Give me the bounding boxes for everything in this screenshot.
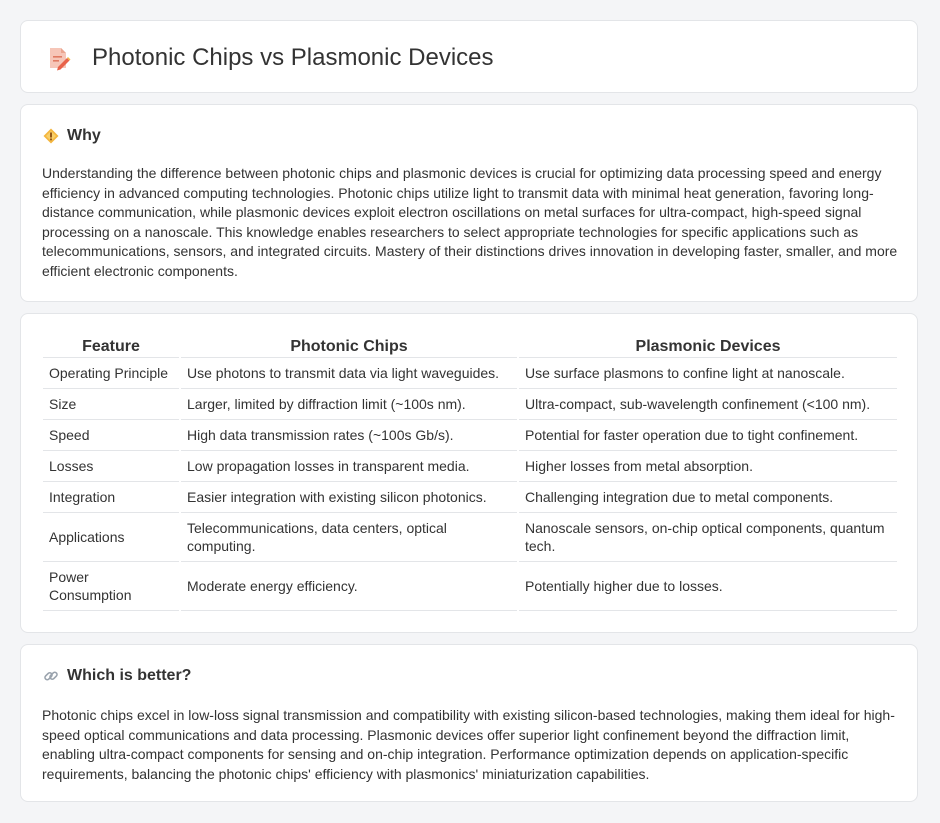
row-photonic: Easier integration with existing silicon photonics. [181,482,517,513]
link-icon [43,668,59,684]
why-card [20,104,918,302]
column-header-feature: Feature [43,334,179,358]
column-header-photonic: Photonic Chips [181,334,517,358]
row-plasmonic: Potentially higher due to losses. [519,562,897,611]
table-row [43,358,897,389]
row-photonic: Use photons to transmit data via light waveguides. [181,358,517,389]
row-photonic: High data transmission rates (~100s Gb/s). [181,420,517,451]
table-row [43,562,897,611]
row-plasmonic: Higher losses from metal absorption. [519,451,897,482]
row-plasmonic: Challenging integration due to metal components. [519,482,897,513]
diamond-warning-icon [43,128,59,144]
table-header-row [43,334,897,358]
why-title: Why [67,127,101,144]
better-text: Photonic chips excel in low-loss signal transmission and compatibility with existing silicon-based technologies, making them ideal for high-speed optical communications and data processing. Plasmonic devices offer superior light confinement beyond the diffraction limit, enabling ultra-compact components for sensing and on-chip integration. Performance optimization depends on application-specific requirements, balancing the photonic chips' efficiency with plasmonics' miniaturization capabilities. [42,707,895,782]
document-edit-icon [45,45,71,71]
column-header-plasmonic: Plasmonic Devices [519,334,897,358]
row-feature: Integration [43,482,179,513]
row-feature: Losses [43,451,179,482]
better-title: Which is better? [67,667,192,684]
comparison-table [41,334,899,611]
row-photonic: Telecommunications, data centers, optical computing. [181,513,517,562]
header-card [20,20,918,93]
row-feature: Operating Principle [43,358,179,389]
table-row [43,389,897,420]
row-plasmonic: Use surface plasmons to confine light at nanoscale. [519,358,897,389]
row-photonic: Larger, limited by diffraction limit (~100s nm). [181,389,517,420]
row-plasmonic: Potential for faster operation due to tight confinement. [519,420,897,451]
which-is-better-card [20,644,918,802]
why-text: Understanding the difference between photonic chips and plasmonic devices is crucial for optimizing data processing speed and energy efficiency in advanced computing technologies. Photonic chips utilize light to transmit data with minimal heat generation, favoring long-distance communication, while plasmonic devices exploit electron oscillations on metal surfaces for ultra-compact, high-speed signal processing on a nanoscale. This knowledge enables researchers to select appropriate technologies for specific applications such as telecommunications, sensors, and integrated circuits. Mastery of their distinctions drives innovation in developing faster, smaller, and more efficient electronic components. [42,165,898,279]
row-plasmonic: Nanoscale sensors, on-chip optical components, quantum tech. [519,513,897,562]
table-row [43,420,897,451]
table-row [43,513,897,562]
table-row [43,482,897,513]
page-title: Photonic Chips vs Plasmonic Devices [92,44,494,71]
row-feature: Speed [43,420,179,451]
comparison-card [20,313,918,633]
row-feature: Power Consumption [43,562,179,611]
better-heading [43,665,191,687]
row-plasmonic: Ultra-compact, sub-wavelength confinement (<100 nm). [519,389,897,420]
row-photonic: Low propagation losses in transparent media. [181,451,517,482]
table-row [43,451,897,482]
row-photonic: Moderate energy efficiency. [181,562,517,611]
row-feature: Applications [43,513,179,562]
row-feature: Size [43,389,179,420]
why-heading [43,125,101,147]
